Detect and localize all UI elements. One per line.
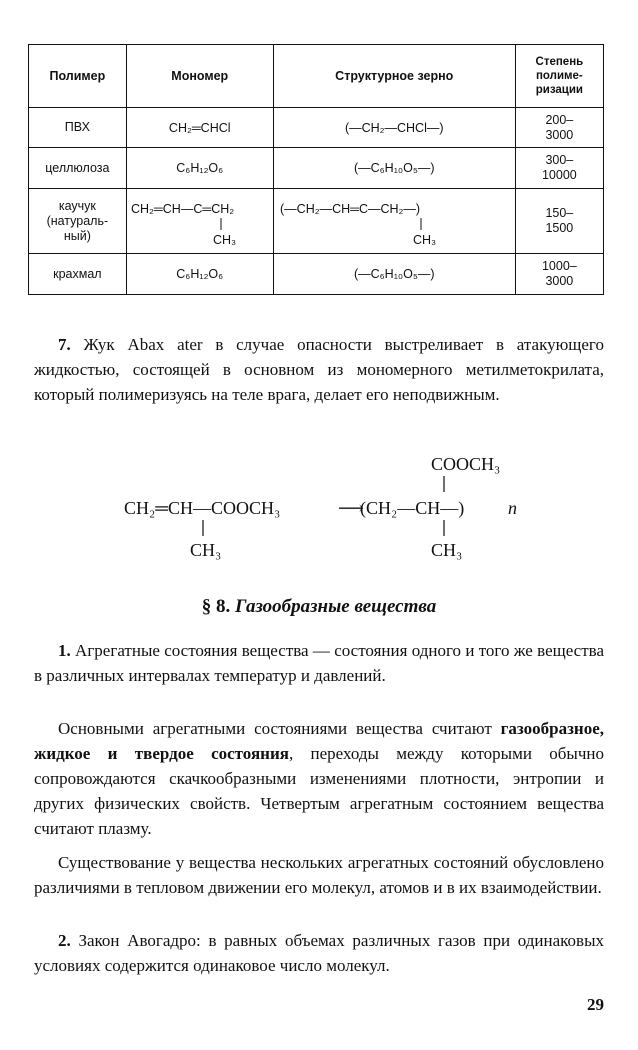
product-formula: (CH₂—CH—): [360, 498, 465, 518]
header-degree-line: ризации: [535, 84, 583, 96]
degree-line: 3000: [545, 274, 574, 288]
grain-formula: (—C₆H₁₀O₅—): [273, 148, 515, 189]
header-polymer: Полимер: [29, 45, 127, 108]
polymer-name-line: (натураль-: [46, 213, 109, 228]
paragraph-number: 2.: [58, 931, 71, 950]
grain-formula: (—C₆H₁₀O₅—): [273, 254, 515, 295]
polymerization-degree: [515, 189, 603, 254]
table-row: [29, 254, 604, 295]
isoprene-structure: [127, 191, 273, 251]
paragraph-number: 7.: [58, 335, 71, 354]
polymerization-degree: [515, 108, 603, 148]
grain-formula: (—CH₂—CHCl—): [273, 108, 515, 148]
degree-line: 300–: [545, 153, 574, 167]
section-number: § 8.: [201, 596, 231, 617]
monomer-formula: [126, 189, 273, 254]
header-structural-grain: Структурное зерно: [273, 45, 515, 108]
monomer-main-chain: CH₂═CH—C═CH₂: [130, 202, 234, 216]
header-monomer: Мономер: [126, 45, 273, 108]
polymerization-degree: [515, 148, 603, 189]
header-degree-line: полиме-: [535, 70, 583, 82]
paragraph-number: 1.: [58, 641, 71, 660]
section-heading: [0, 596, 638, 618]
grain-main-chain: (—CH₂—CH═C—CH₂—): [279, 202, 420, 216]
grain-formula: [273, 189, 515, 254]
polymer-name-line: каучук: [58, 198, 96, 213]
monomer-formula: C₆H₁₂O₆: [126, 254, 273, 295]
degree-n: n: [508, 498, 517, 518]
monomer-formula: CH₂═CHCl: [126, 108, 273, 148]
paragraph-7: [34, 332, 604, 407]
paragraph-text: Существование у вещества нескольких агрегатных состояний обусловлено различиями в тепловом движении его молекул, атомов и в их взаимодействии.: [34, 853, 604, 897]
product-top-group: COOCH₃: [431, 454, 501, 474]
reactant-formula: CH₂═CH—COOCH₃: [124, 498, 281, 518]
header-degree-line: Степень: [535, 56, 584, 68]
polymer-table: [28, 44, 604, 295]
paragraph-text: Закон Авогадро: в равных объемах различных газов при одинаковых условиях содержится одинаковое число молекул.: [34, 931, 604, 975]
header-degree: [515, 45, 603, 108]
table-row: [29, 189, 604, 254]
paragraph-text: Основными агрегатными состояниями вещества считают: [58, 719, 501, 738]
reaction-arrow: ⟶: [338, 498, 364, 518]
paragraph-emphasis: газообразное, жидкое и твердое состояния: [34, 719, 604, 763]
product-bottom-group: CH₃: [431, 540, 463, 560]
polymerization-degree: [515, 254, 603, 295]
degree-line: 10000: [541, 168, 577, 182]
paragraph: [34, 850, 604, 900]
paragraph-text: Агрегатные состояния вещества — состояния одного и того же вещества в различных интервалах температур и давлений.: [34, 641, 604, 685]
degree-line: 1000–: [541, 259, 577, 273]
grain-branch: CH₃: [412, 233, 436, 247]
degree-line: 150–: [545, 206, 574, 220]
page-number: 29: [587, 995, 604, 1014]
paragraph: [34, 928, 604, 978]
rubber-grain-structure: [274, 191, 515, 251]
polymer-name-line: ный): [63, 228, 91, 243]
polymer-name: ПВХ: [29, 108, 127, 148]
paragraph: [34, 716, 604, 841]
degree-line: 1500: [545, 221, 574, 235]
degree-line: 3000: [545, 127, 574, 142]
paragraph-text: Жук Abax ater в случае опасности выстреливает в атакующего жидкостью, состоящей в основном из мономерного метилметокрилата, который полимеризуясь на теле врага, делает его неподвижным.: [34, 335, 604, 404]
degree-line: 200–: [545, 112, 574, 127]
table-row: [29, 108, 604, 148]
section-title: Газообразные вещества: [230, 596, 437, 617]
paragraph-text: , переходы между которыми обычно сопровождаются скачкообразными изменениями плотности, энтропии и других физических свойств. Четвертым агрегатным состоянием вещества считают плазму.: [34, 744, 604, 838]
table-row: [29, 148, 604, 189]
polymerization-reaction: [120, 450, 520, 575]
reactant-branch: CH₃: [190, 540, 222, 560]
table-header-row: [29, 45, 604, 108]
paragraph: [34, 638, 604, 688]
monomer-branch: CH₃: [212, 233, 236, 247]
polymer-name: целлюлоза: [29, 148, 127, 189]
polymer-name: крахмал: [29, 254, 127, 295]
polymer-name: [29, 189, 127, 254]
monomer-formula: C₆H₁₂O₆: [126, 148, 273, 189]
